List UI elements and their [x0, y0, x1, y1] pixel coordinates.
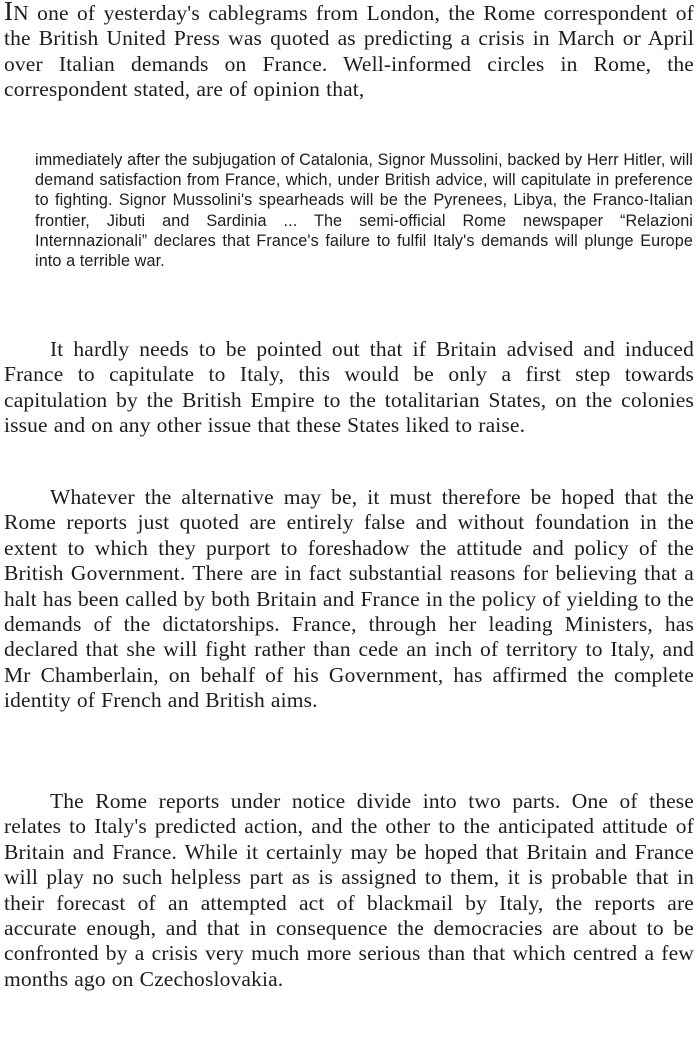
drop-cap-initial: I: [4, 0, 14, 26]
article-paragraph-3: Whatever the alternative may be, it must therefore be hoped that the Rome reports just quoted are entirely false and without foundation in the extent to which they purport to foreshadow the attitude and policy of the British Government. There are in fact substantial reasons for believing that a halt has been called by both Britain and France in the policy of yielding to the demands of the dictatorships. France, through her leading Ministers, has declared that she will fight rather than cede an inch of territory to Italy, and Mr Chamberlain, on behalf of his Government, has affirmed the complete identity of French and British aims.: [4, 485, 694, 713]
article-paragraph-1-text: N one of yesterday's cablegrams from London, the Rome correspondent of the British United Press was quoted as predicting a crisis in March or April over Italian demands on France. Well-informed circles in Rome, the correspondent stated, are of opinion that,: [4, 1, 694, 102]
article-paragraph-4: The Rome reports under notice divide into two parts. One of these relates to Italy's predicted action, and the other to the anticipated attitude of Britain and France. While it certainly may be hoped that Britain and France will play no such helpless part as is assigned to them, it is probable that in their forecast of an attempted act of blackmail by Italy, the reports are accurate enough, and that in consequence the democracies are about to be confronted by a crisis very much more serious than that which centred a few months ago on Czechoslovakia.: [4, 789, 694, 991]
article-paragraph-1: [4, 1, 694, 103]
article-paragraph-2: It hardly needs to be pointed out that if Britain advised and induced France to capitulate to Italy, this would be only a first step towards capitulation by the British Empire to the totalitarian States, on the colonies issue and on any other issue that these States liked to raise.: [4, 337, 694, 438]
quoted-cablegram: immediately after the subjugation of Catalonia, Signor Mussolini, backed by Herr Hitler, will demand satisfaction from France, which, under British advice, will capitulate in preference to fighting. Signor Mussolini's spearheads will be the Pyrenees, Libya, the Franco-Italian frontier, Jibuti and Sardinia ... The semi-official Rome newspaper “Relazioni Internnazionali” declares that France's failure to fulfil Italy's demands will plunge Europe into a terrible war.: [35, 151, 693, 271]
